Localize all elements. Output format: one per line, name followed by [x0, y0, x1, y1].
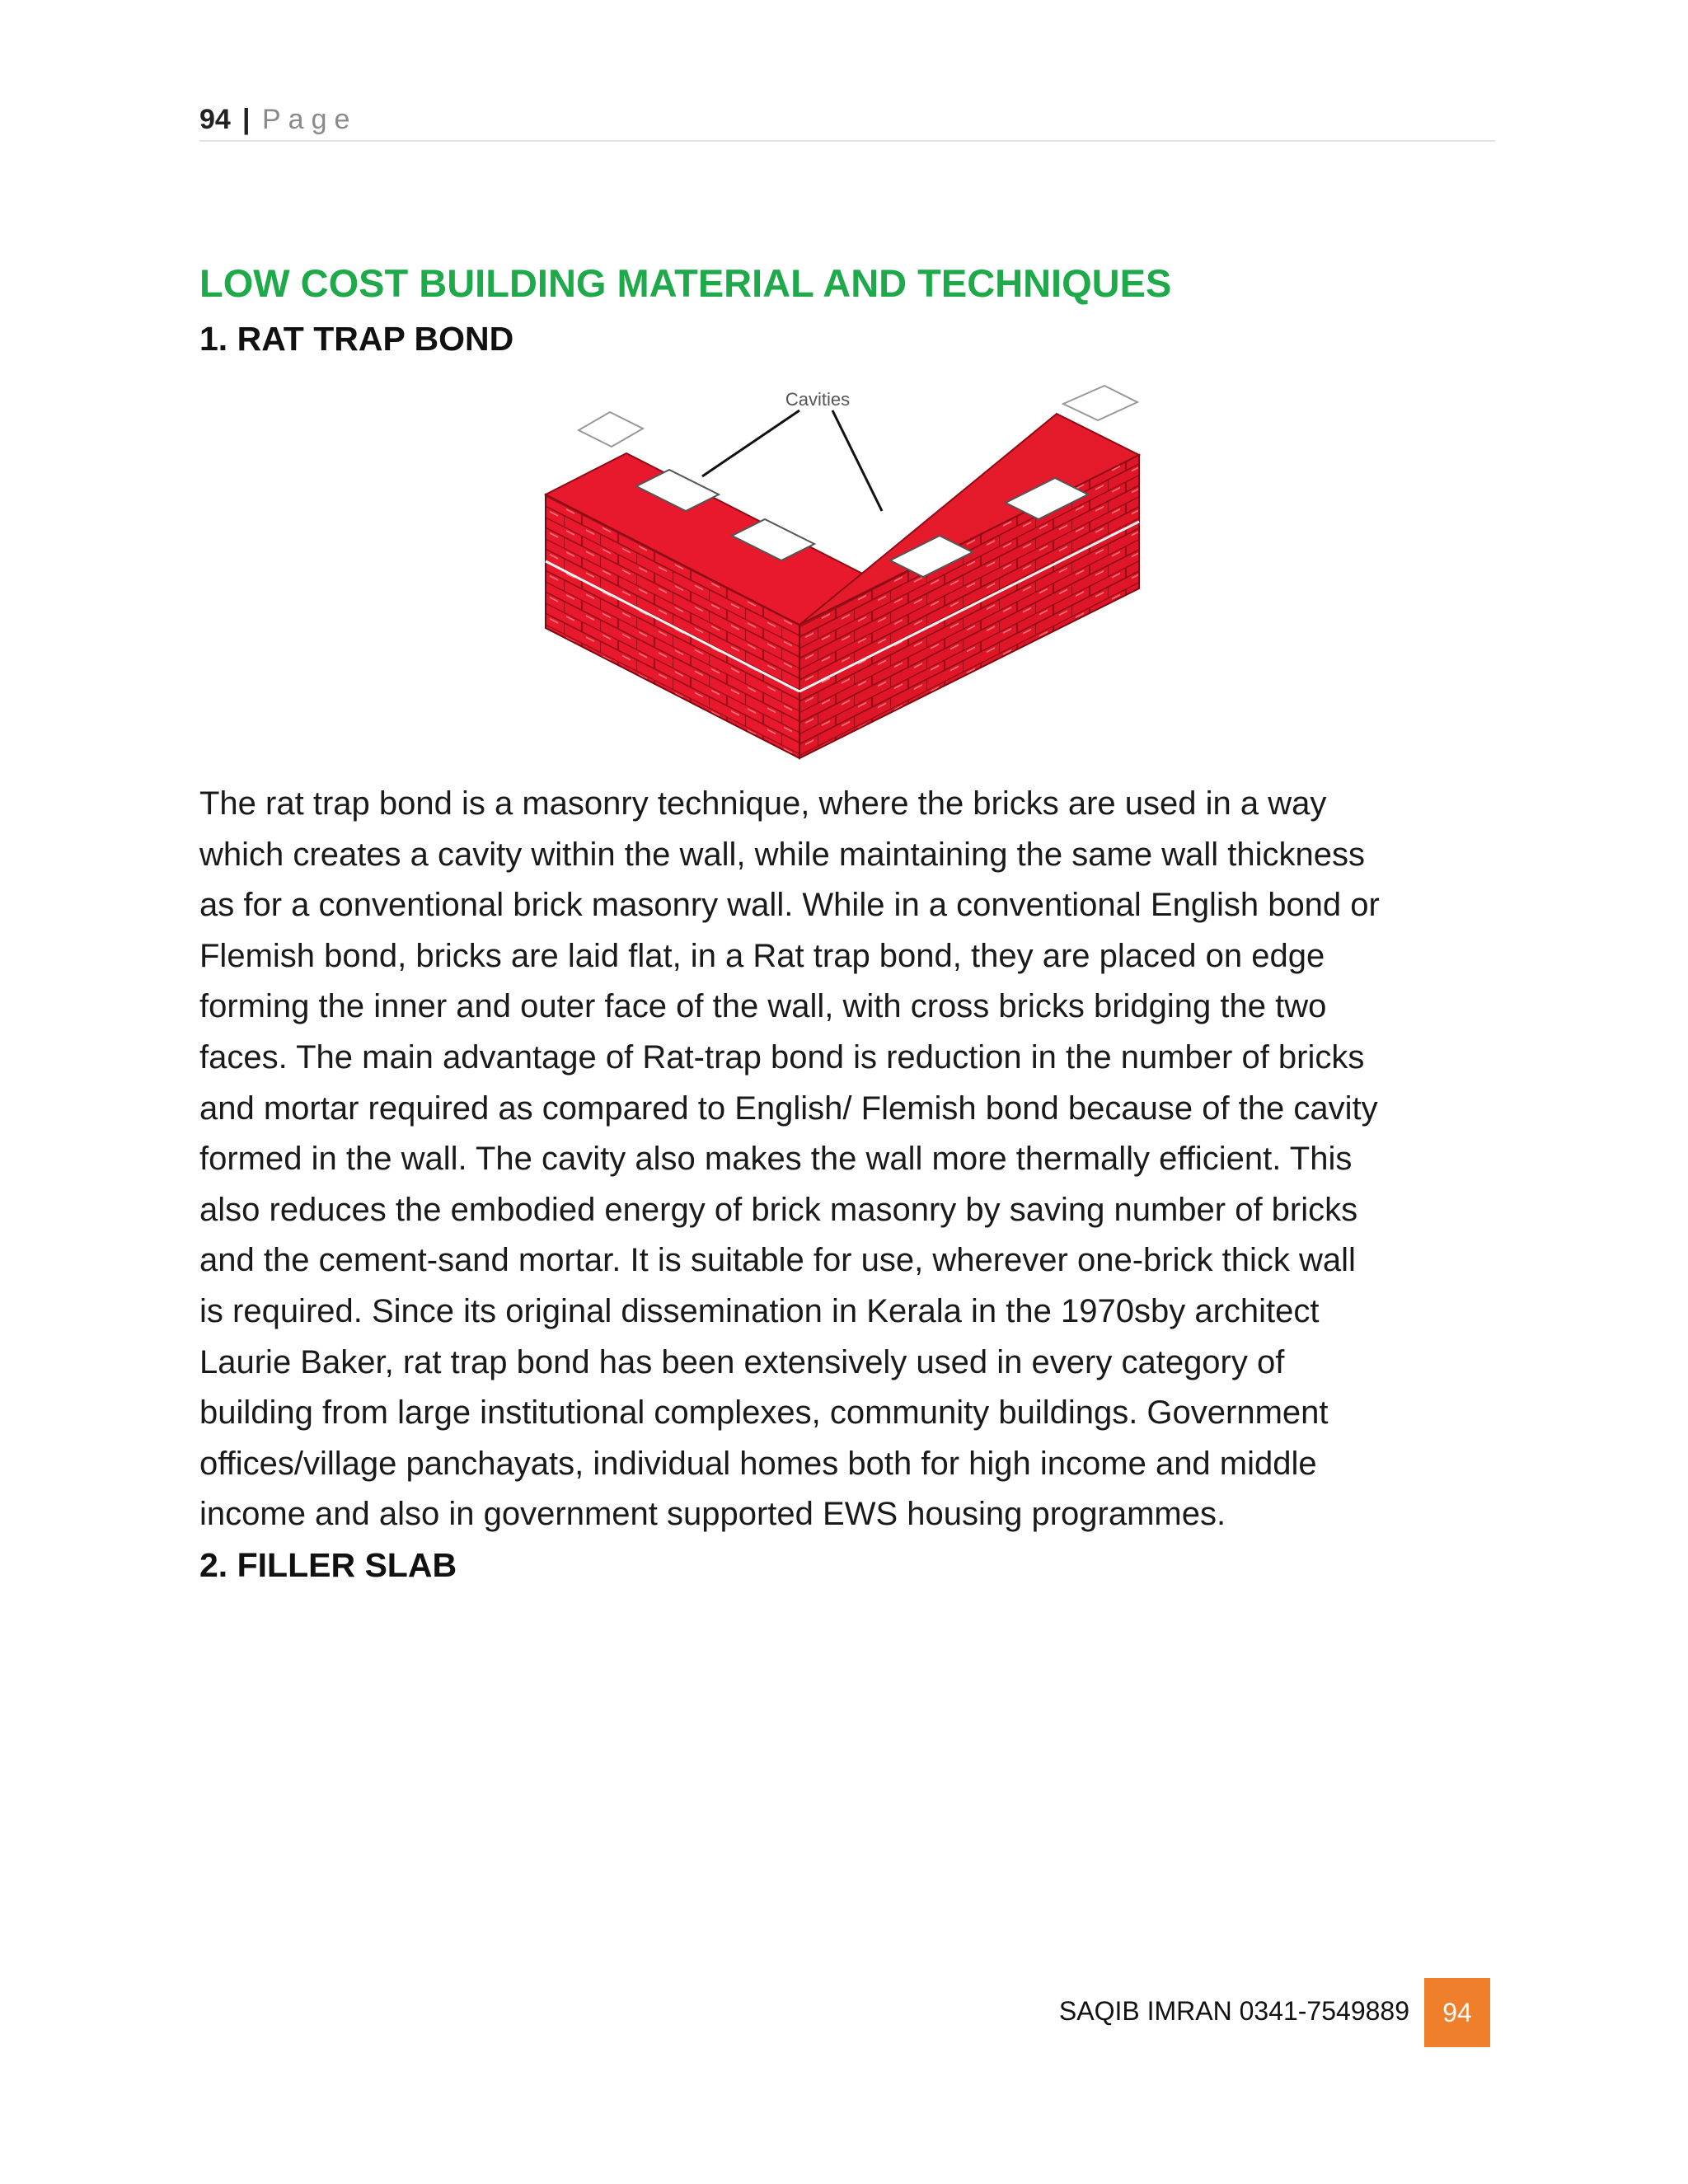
paragraph-line: as for a conventional brick masonry wall. While in a conventional English bond or — [199, 887, 1380, 924]
paragraph-line: forming the inner and outer face of the wall, with cross bricks bridging the two — [199, 988, 1327, 1025]
rat-trap-bond-illustration — [528, 379, 1170, 766]
paragraph-line: and mortar required as compared to English/ Flemish bond because of the cavity — [199, 1090, 1378, 1127]
page-header — [199, 97, 1495, 142]
paragraph-line: which creates a cavity within the wall, while maintaining the same wall thickness — [199, 836, 1365, 873]
paragraph-line: The rat trap bond is a masonry technique, where the bricks are used in a way — [199, 785, 1327, 822]
header-page-word: Page — [262, 104, 358, 135]
footer-author: SAQIB IMRAN 0341-7549889 — [1058, 1996, 1409, 2026]
cavity-callout-line-right — [832, 410, 882, 511]
paragraph-line: is required. Since its original dissemination in Kerala in the 1970sby architect — [199, 1292, 1320, 1329]
paragraph-line: faces. The main advantage of Rat-trap bond is reduction in the number of bricks — [199, 1038, 1365, 1076]
paragraph-line: formed in the wall. The cavity also makes the wall more thermally efficient. This — [199, 1141, 1353, 1178]
paragraph-line: offices/village panchayats, individual homes both for high income and middle — [199, 1445, 1317, 1482]
paragraph-line: also reduces the embodied energy of brick masonry by saving number of bricks — [199, 1191, 1358, 1228]
header-separator: | — [242, 104, 251, 135]
paragraph-line: Flemish bond, bricks are laid flat, in a Rat trap bond, they are placed on edge — [199, 937, 1325, 974]
paragraph-line: and the cement-sand mortar. It is suitable for use, wherever one-brick thick wall — [199, 1242, 1356, 1279]
paragraph-line: Laurie Baker, rat trap bond has been extensively used in every category of — [199, 1343, 1285, 1380]
document-title: LOW COST BUILDING MATERIAL AND TECHNIQUES — [199, 261, 1172, 305]
paragraph-line: income and also in government supported EWS housing programmes. — [199, 1496, 1226, 1533]
section-heading-rat-trap-bond: 1. RAT TRAP BOND — [199, 320, 514, 358]
footer-page-number-badge: 94 — [1424, 1978, 1490, 2047]
section-heading-filler-slab: 2. FILLER SLAB — [199, 1546, 457, 1584]
cavity-callout-line-left — [702, 410, 799, 476]
cavities-label: Cavities — [785, 389, 851, 410]
header-page-number: 94 — [199, 104, 231, 135]
rat-trap-bond-paragraph — [199, 779, 1518, 1540]
paragraph-line: building from large institutional complexes, community buildings. Government — [199, 1394, 1329, 1432]
